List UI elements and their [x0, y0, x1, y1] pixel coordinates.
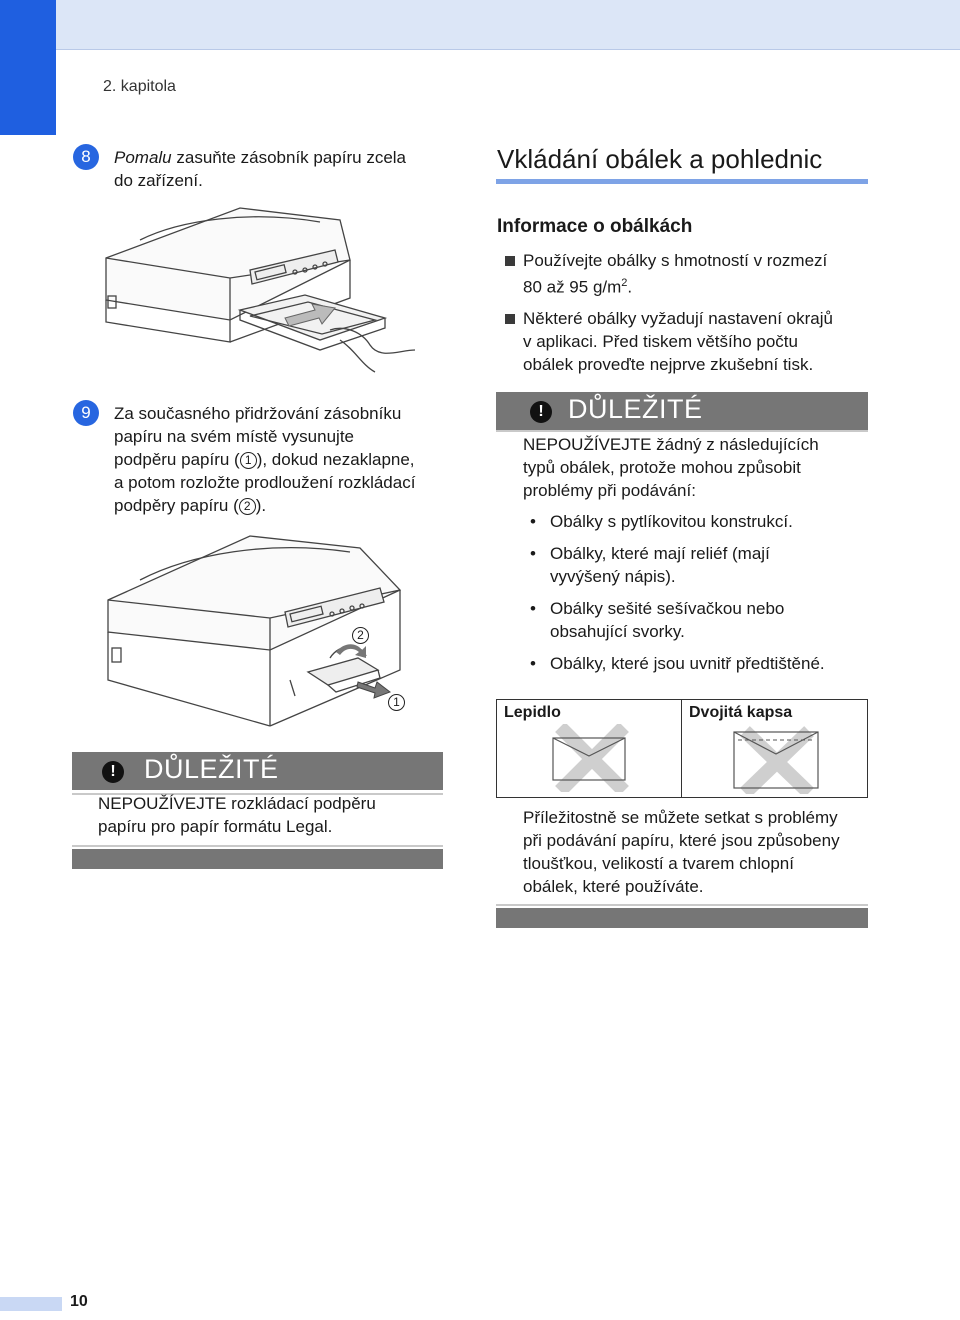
warning-icon: ! [102, 761, 124, 783]
step-8-marker: 8 [73, 144, 99, 170]
table-cell-double-pocket [682, 700, 867, 797]
table-label-double-pocket: Dvojitá kapsa [689, 704, 793, 721]
header-band [0, 0, 960, 50]
figure-callout-1: 1 [388, 694, 405, 711]
section-title: Vkládání obálek a pohlednic [497, 144, 823, 174]
section-title-rule [496, 179, 868, 184]
bullet-square-icon [505, 256, 515, 266]
warning-icon: ! [530, 401, 552, 423]
list-item: • Obálky, které jsou uvnitř předtištěné. [530, 652, 825, 675]
warning-header-right [496, 392, 868, 430]
list-item: • Obálky, které mají reliéf (mají vyvýšený nápis). [530, 542, 825, 588]
list-item: Některé obálky vyžadují nastavení okrajů v aplikaci. Před tiskem většího počtu obálek proveďte nejprve zkušební tisk. [505, 307, 833, 376]
step-8-text: Pomalu zasuňte zásobník papíru zcela do zařízení. [114, 148, 407, 190]
list-item: • Obálky sešité sešívačkou nebo obsahující svorky. [530, 597, 825, 643]
step-8-emphasis: Pomalu [114, 148, 172, 167]
warning-rule [496, 430, 868, 432]
warning-text-right: NEPOUŽÍVEJTE žádný z následujících typů obálek, protože mohou způsobit problémy při podávání: [523, 435, 819, 500]
envelope-double-pocket-crossed-icon [728, 726, 824, 794]
warning-footer-left [72, 849, 443, 869]
warning-rule [72, 845, 443, 847]
envelope-examples-table [496, 699, 868, 798]
list-item: • Obálky s pytlíkovitou konstrukcí. [530, 510, 825, 533]
envelope-note-text: Příležitostně se můžete setkat s problémy při podávání papíru, které jsou způsobeny tloušťkou, velikostí a tvarem chlopní obálek, které používáte. [523, 808, 840, 896]
warning-title: DŮLEŽITÉ [144, 754, 279, 784]
warning-footer-right [496, 908, 868, 928]
warning-rule [496, 904, 868, 906]
envelope-info-list [505, 249, 833, 384]
step-9-marker: 9 [73, 400, 99, 426]
warning-header-left [72, 752, 443, 790]
list-item: Používejte obálky s hmotností v rozmezí 80 až 95 $g/m^2$. [505, 249, 833, 299]
envelope-glue-crossed-icon [547, 724, 637, 792]
figure-callout-2: 2 [352, 627, 369, 644]
page-number-bar [0, 1297, 62, 1311]
warning-title: DŮLEŽITÉ [568, 394, 703, 424]
printer-paper-support-illustration [100, 530, 420, 730]
callout-1: 1 [240, 452, 257, 469]
printer-tray-insert-illustration [100, 200, 420, 380]
chapter-tab [0, 0, 56, 135]
avoid-envelopes-list [530, 510, 825, 684]
chapter-label: 2. kapitola [103, 78, 176, 95]
step-9-text: Za současného přidržování zásobníku papíru na svém místě vysunujte podpěru papíru ( 1 ), dokud nezaklapne, a potom rozložte prodloužení rozkládací podpěry papíru ( 2 ). [114, 404, 416, 515]
bullet-square-icon [505, 314, 515, 324]
warning-text-left: NEPOUŽÍVEJTE rozkládací podpěru papíru pro papír formátu Legal. [98, 794, 376, 836]
subsection-heading: Informace o obálkách [497, 216, 693, 237]
table-cell-glue [497, 700, 682, 797]
page-number: 10 [70, 1293, 88, 1310]
table-label-glue: Lepidlo [504, 704, 561, 721]
callout-2: 2 [239, 498, 256, 515]
